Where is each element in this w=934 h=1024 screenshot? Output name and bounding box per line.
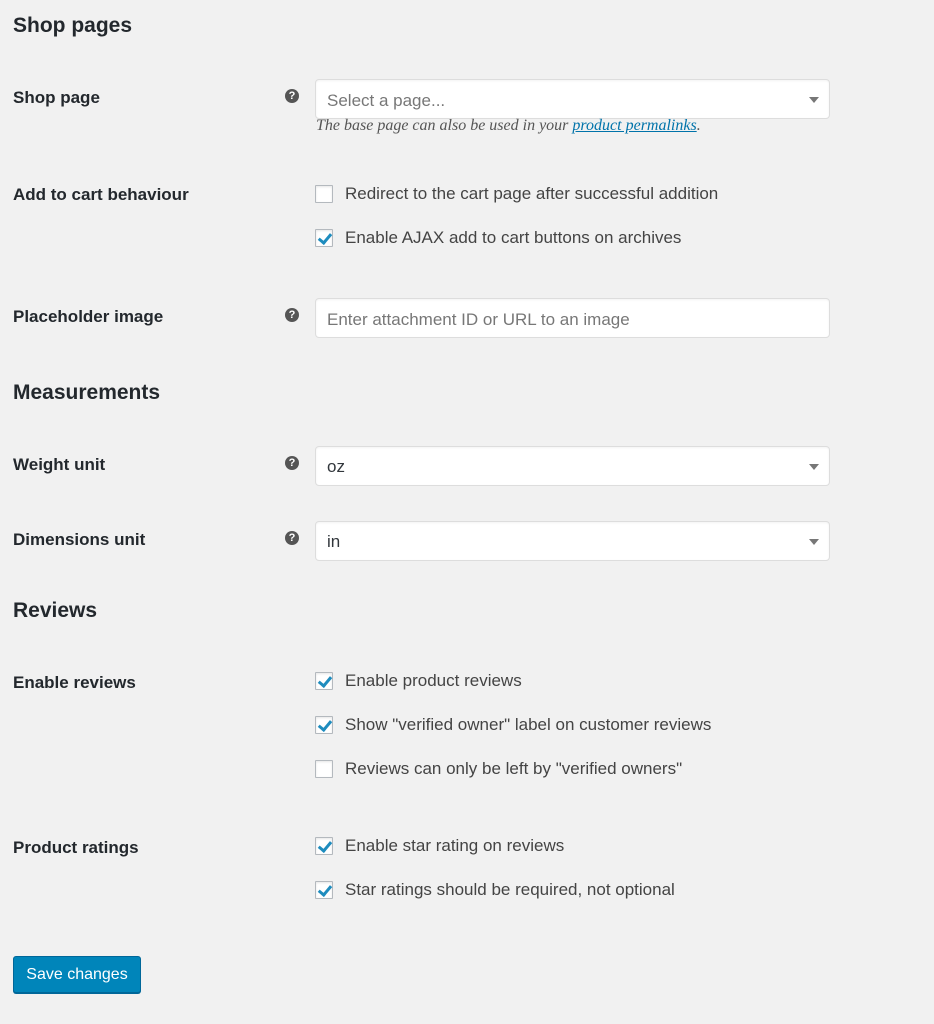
product-permalinks-link[interactable]: product permalinks bbox=[572, 117, 697, 134]
placeholder-image-input[interactable] bbox=[315, 298, 830, 338]
chevron-down-icon bbox=[809, 539, 819, 545]
dimensions-unit-label: Dimensions unit bbox=[13, 530, 146, 549]
shop-page-select[interactable] bbox=[315, 79, 830, 119]
verified-owner-label-checkbox[interactable] bbox=[315, 716, 333, 734]
enable-reviews-label: Enable reviews bbox=[13, 673, 136, 692]
shop-page-description bbox=[316, 117, 701, 135]
star-rating-required-label: Star ratings should be required, not optional bbox=[345, 880, 675, 899]
weight-unit-select[interactable] bbox=[315, 446, 830, 486]
help-icon[interactable]: ? bbox=[285, 308, 299, 322]
enable-star-rating-label: Enable star rating on reviews bbox=[345, 836, 565, 855]
ajax-add-to-cart-checkbox[interactable] bbox=[315, 229, 333, 247]
verified-owners-only-checkbox[interactable] bbox=[315, 760, 333, 778]
verified-owners-only-option[interactable] bbox=[315, 759, 682, 779]
shop-page-desc-prefix: The base page can also be used in your bbox=[316, 117, 573, 134]
enable-star-rating-checkbox[interactable] bbox=[315, 837, 333, 855]
section-title-shop-pages: Shop pages bbox=[13, 14, 133, 37]
chevron-down-icon bbox=[809, 97, 819, 103]
shop-page-placeholder: Select a page... bbox=[327, 91, 446, 110]
section-title-measurements: Measurements bbox=[13, 381, 161, 404]
ajax-add-to-cart-option[interactable] bbox=[315, 228, 681, 248]
verified-owners-only-label: Reviews can only be left by "verified owners" bbox=[345, 759, 683, 778]
verified-owner-label-text: Show "verified owner" label on customer reviews bbox=[345, 715, 712, 734]
section-title-reviews: Reviews bbox=[13, 599, 98, 622]
weight-unit-value: oz bbox=[327, 457, 345, 476]
ajax-add-to-cart-label: Enable AJAX add to cart buttons on archives bbox=[345, 228, 682, 247]
shop-page-desc-suffix: . bbox=[696, 117, 701, 134]
weight-unit-label: Weight unit bbox=[13, 455, 106, 474]
dimensions-unit-value: in bbox=[327, 532, 341, 551]
redirect-to-cart-checkbox[interactable] bbox=[315, 185, 333, 203]
shop-page-label: Shop page bbox=[13, 88, 100, 107]
placeholder-image-placeholder: Enter attachment ID or URL to an image bbox=[327, 310, 630, 329]
add-to-cart-label: Add to cart behaviour bbox=[13, 185, 189, 204]
enable-product-reviews-checkbox[interactable] bbox=[315, 672, 333, 690]
redirect-to-cart-option[interactable] bbox=[315, 184, 718, 204]
help-icon[interactable]: ? bbox=[285, 456, 299, 470]
placeholder-image-label: Placeholder image bbox=[13, 307, 164, 326]
help-icon[interactable]: ? bbox=[285, 89, 299, 103]
chevron-down-icon bbox=[809, 464, 819, 470]
verified-owner-label-option[interactable] bbox=[315, 715, 711, 735]
enable-product-reviews-option[interactable] bbox=[315, 671, 522, 691]
dimensions-unit-select[interactable] bbox=[315, 521, 830, 561]
enable-star-rating-option[interactable] bbox=[315, 836, 564, 856]
enable-product-reviews-label: Enable product reviews bbox=[345, 671, 522, 690]
help-icon[interactable]: ? bbox=[285, 531, 299, 545]
star-rating-required-checkbox[interactable] bbox=[315, 881, 333, 899]
save-changes-button[interactable]: Save changes bbox=[13, 956, 141, 993]
star-rating-required-option[interactable] bbox=[315, 880, 675, 900]
redirect-to-cart-label: Redirect to the cart page after successful addition bbox=[345, 184, 719, 203]
product-ratings-label: Product ratings bbox=[13, 838, 139, 857]
